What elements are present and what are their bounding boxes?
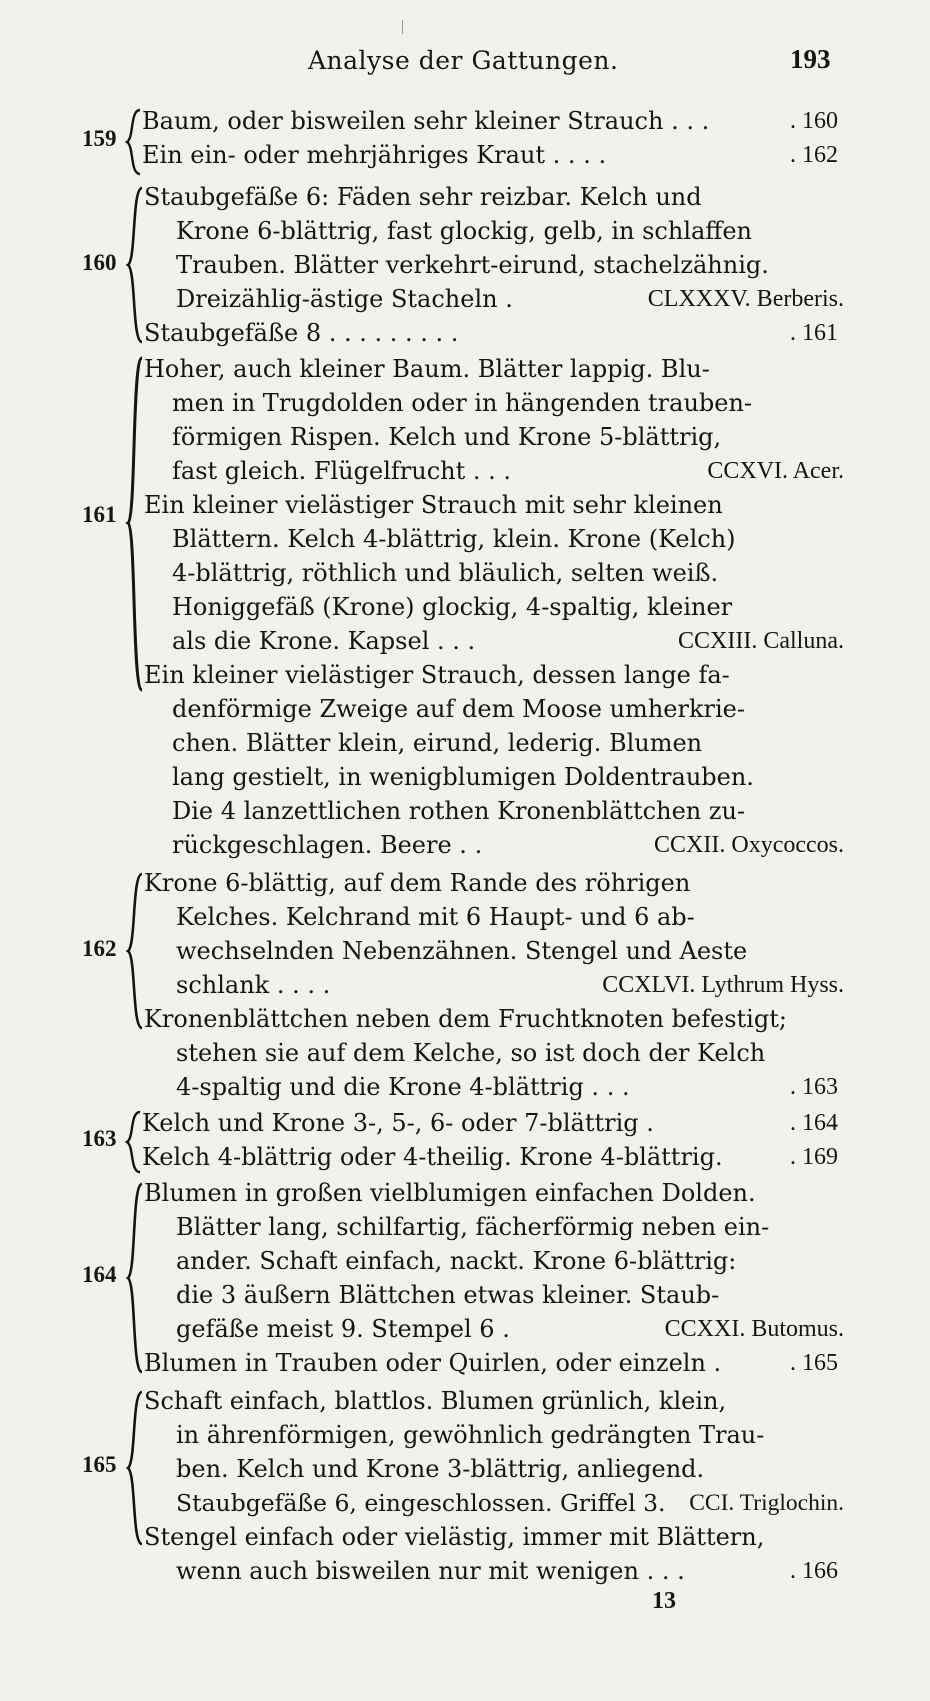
alternative-text: Staubgefäße 6: Fäden sehr reizbar. Kelch und: [144, 183, 702, 211]
alternative-line: [144, 1384, 844, 1418]
alternative-text: Ein ein- oder mehrjähriges Kraut . . . .: [142, 141, 607, 169]
alternative-text: lang gestielt, in wenigblumigen Doldentrauben.: [172, 763, 754, 791]
alternative-line: [144, 1002, 844, 1036]
entry-number: 162: [82, 936, 117, 961]
alternative-text: Baum, oder bisweilen sehr kleiner Strauch . . .: [142, 107, 710, 135]
genus-name: CCXIII. Calluna.: [678, 628, 844, 654]
entry-number: 163: [82, 1126, 117, 1151]
alternative-text: 4-blättrig, röthlich und bläulich, selten weiß.: [172, 559, 719, 587]
brace-icon: [124, 1110, 142, 1174]
alternative-line: [144, 1346, 838, 1380]
alternative-text: men in Trugdolden oder in hängenden trauben-: [172, 389, 753, 417]
lead-reference: . 169: [790, 1144, 838, 1170]
alternative-line: [176, 1418, 844, 1452]
alternative-text: Krone 6-blättrig, fast glockig, gelb, in schlaffen: [176, 217, 753, 245]
alternative-text: Kelch 4-blättrig oder 4-theilig. Krone 4-blättrig.: [142, 1143, 723, 1171]
alternative-line: [176, 934, 844, 968]
alternative-line: [172, 794, 844, 828]
key-entry-162: [0, 866, 930, 1106]
alternative-line: [144, 488, 844, 522]
alternative-line: [176, 1036, 844, 1070]
alternative-text: Stengel einfach oder vielästig, immer mit Blättern,: [144, 1523, 765, 1551]
alternative-line: [176, 1210, 844, 1244]
alternative-line: [176, 1312, 844, 1346]
key-entry-161: [0, 352, 930, 862]
alternative-text: 4-spaltig und die Krone 4-blättrig . . .: [176, 1073, 630, 1101]
brace-icon: [126, 186, 144, 344]
entry-number: 164: [82, 1262, 117, 1287]
lead-reference: . 163: [790, 1074, 838, 1100]
alternative-line: [172, 726, 844, 760]
alternative-text: Honiggefäß (Krone) glockig, 4-spaltig, kleiner: [172, 593, 733, 621]
alternative-line: [142, 1140, 838, 1174]
key-entry-165: [0, 1384, 930, 1590]
entry-number: 165: [82, 1452, 117, 1477]
key-entry-160: [0, 180, 930, 350]
alternative-line: [142, 104, 838, 138]
alternative-text: Dreizählig-ästige Stacheln .: [176, 285, 513, 313]
alternative-text: Blättern. Kelch 4-blättrig, klein. Krone (Kelch): [172, 525, 736, 553]
entry-number: 160: [82, 250, 117, 275]
key-entry-163: [0, 1106, 930, 1176]
alternative-text: stehen sie auf dem Kelche, so ist doch der Kelch: [176, 1039, 766, 1067]
lead-reference: . 166: [790, 1558, 838, 1584]
alternative-line: [176, 1486, 844, 1520]
alternative-line: [144, 316, 838, 350]
alternative-text: Staubgefäße 6, eingeschlossen. Griffel 3.: [176, 1489, 666, 1517]
alternative-line: [176, 1278, 844, 1312]
alternative-text: in ährenförmigen, gewöhnlich gedrängten Trau-: [176, 1421, 765, 1449]
alternative-text: Kelch und Krone 3-, 5-, 6- oder 7-blättrig .: [142, 1109, 654, 1137]
alternative-line: [172, 590, 844, 624]
alternative-line: [176, 968, 844, 1002]
alternative-text: Die 4 lanzettlichen rothen Kronenblättchen zu-: [172, 797, 746, 825]
genus-name: CCXII. Oxycoccos.: [654, 832, 844, 858]
alternative-text: die 3 äußern Blättchen etwas kleiner. Staub-: [176, 1281, 720, 1309]
alternative-line: [144, 1176, 844, 1210]
alternative-line: [144, 658, 844, 692]
alternative-text: Blumen in Trauben oder Quirlen, oder einzeln .: [144, 1349, 722, 1377]
lead-reference: . 165: [790, 1350, 838, 1376]
alternative-line: [142, 138, 838, 172]
signature-mark: 13: [652, 1588, 676, 1614]
brace-icon: [126, 356, 144, 692]
alternative-text: rückgeschlagen. Beere . .: [172, 831, 483, 859]
brace-icon: [126, 1390, 144, 1546]
alternative-line: [176, 900, 844, 934]
key-entry-164: [0, 1176, 930, 1382]
genus-name: CLXXXV. Berberis.: [647, 286, 844, 312]
alternative-text: Blätter lang, schilfartig, fächerförmig neben ein-: [176, 1213, 770, 1241]
running-head: [0, 42, 930, 82]
alternative-line: [176, 1070, 838, 1104]
alternative-text: als die Krone. Kapsel . . .: [172, 627, 476, 655]
brace-icon: [124, 108, 142, 176]
alternative-line: [144, 352, 844, 386]
alternative-text: ben. Kelch und Krone 3-blättrig, anliegend.: [176, 1455, 705, 1483]
alternative-line: [172, 420, 844, 454]
alternative-line: [172, 692, 844, 726]
lead-reference: . 160: [790, 108, 838, 134]
genus-name: CCXXI. Butomus.: [664, 1316, 844, 1342]
lead-reference: . 161: [790, 320, 838, 346]
alternative-line: [176, 282, 844, 316]
page-mark: [402, 20, 403, 34]
alternative-text: wechselnden Nebenzähnen. Stengel und Aeste: [176, 937, 748, 965]
alternative-line: [176, 1452, 844, 1486]
alternative-text: gefäße meist 9. Stempel 6 .: [176, 1315, 510, 1343]
alternative-line: [172, 624, 844, 658]
lead-reference: . 164: [790, 1110, 838, 1136]
alternative-text: chen. Blätter klein, eirund, lederig. Blumen: [172, 729, 703, 757]
alternative-line: [144, 1520, 844, 1554]
alternative-line: [144, 180, 844, 214]
alternative-text: Blumen in großen vielblumigen einfachen Dolden.: [144, 1179, 756, 1207]
lead-reference: . 162: [790, 142, 838, 168]
alternative-text: wenn auch bisweilen nur mit wenigen . . .: [176, 1557, 685, 1585]
alternative-text: Ein kleiner vielästiger Strauch mit sehr kleinen: [144, 491, 723, 519]
genus-name: CCXVI. Acer.: [707, 458, 844, 484]
alternative-line: [176, 214, 844, 248]
alternative-line: [142, 1106, 838, 1140]
alternative-text: ander. Schaft einfach, nackt. Krone 6-blättrig:: [176, 1247, 737, 1275]
alternative-text: Hoher, auch kleiner Baum. Blätter lappig. Blu-: [144, 355, 710, 383]
entry-number: 159: [82, 126, 117, 151]
page-header-title: Analyse der Gattungen.: [308, 46, 619, 75]
alternative-text: Ein kleiner vielästiger Strauch, dessen lange fa-: [144, 661, 730, 689]
page-number: 193: [790, 44, 831, 74]
alternative-text: fast gleich. Flügelfrucht . . .: [172, 457, 512, 485]
alternative-text: denförmige Zweige auf dem Moose umherkrie-: [172, 695, 745, 723]
alternative-line: [176, 1244, 844, 1278]
alternative-text: Staubgefäße 8 . . . . . . . . .: [144, 319, 459, 347]
alternative-line: [172, 522, 844, 556]
alternative-line: [176, 1554, 838, 1588]
genus-name: CCI. Triglochin.: [689, 1490, 844, 1516]
alternative-line: [172, 386, 844, 420]
alternative-text: Krone 6-blättig, auf dem Rande des röhrigen: [144, 869, 691, 897]
alternative-text: Kronenblättchen neben dem Fruchtknoten befestigt;: [144, 1005, 787, 1033]
brace-icon: [126, 872, 144, 1030]
alternative-text: schlank . . . .: [176, 971, 331, 999]
key-entry-159: [0, 104, 930, 180]
alternative-line: [172, 760, 844, 794]
alternative-text: förmigen Rispen. Kelch und Krone 5-blättrig,: [172, 423, 722, 451]
alternative-line: [172, 828, 844, 862]
alternative-line: [172, 556, 844, 590]
brace-icon: [126, 1182, 144, 1374]
alternative-line: [176, 248, 844, 282]
entry-number: 161: [82, 502, 117, 527]
alternative-text: Trauben. Blätter verkehrt-eirund, stachelzähnig.: [176, 251, 769, 279]
alternative-text: Kelches. Kelchrand mit 6 Haupt- und 6 ab-: [176, 903, 695, 931]
alternative-line: [144, 866, 844, 900]
alternative-text: Schaft einfach, blattlos. Blumen grünlich, klein,: [144, 1387, 727, 1415]
genus-name: CCXLVI. Lythrum Hyss.: [602, 972, 844, 998]
alternative-line: [172, 454, 844, 488]
